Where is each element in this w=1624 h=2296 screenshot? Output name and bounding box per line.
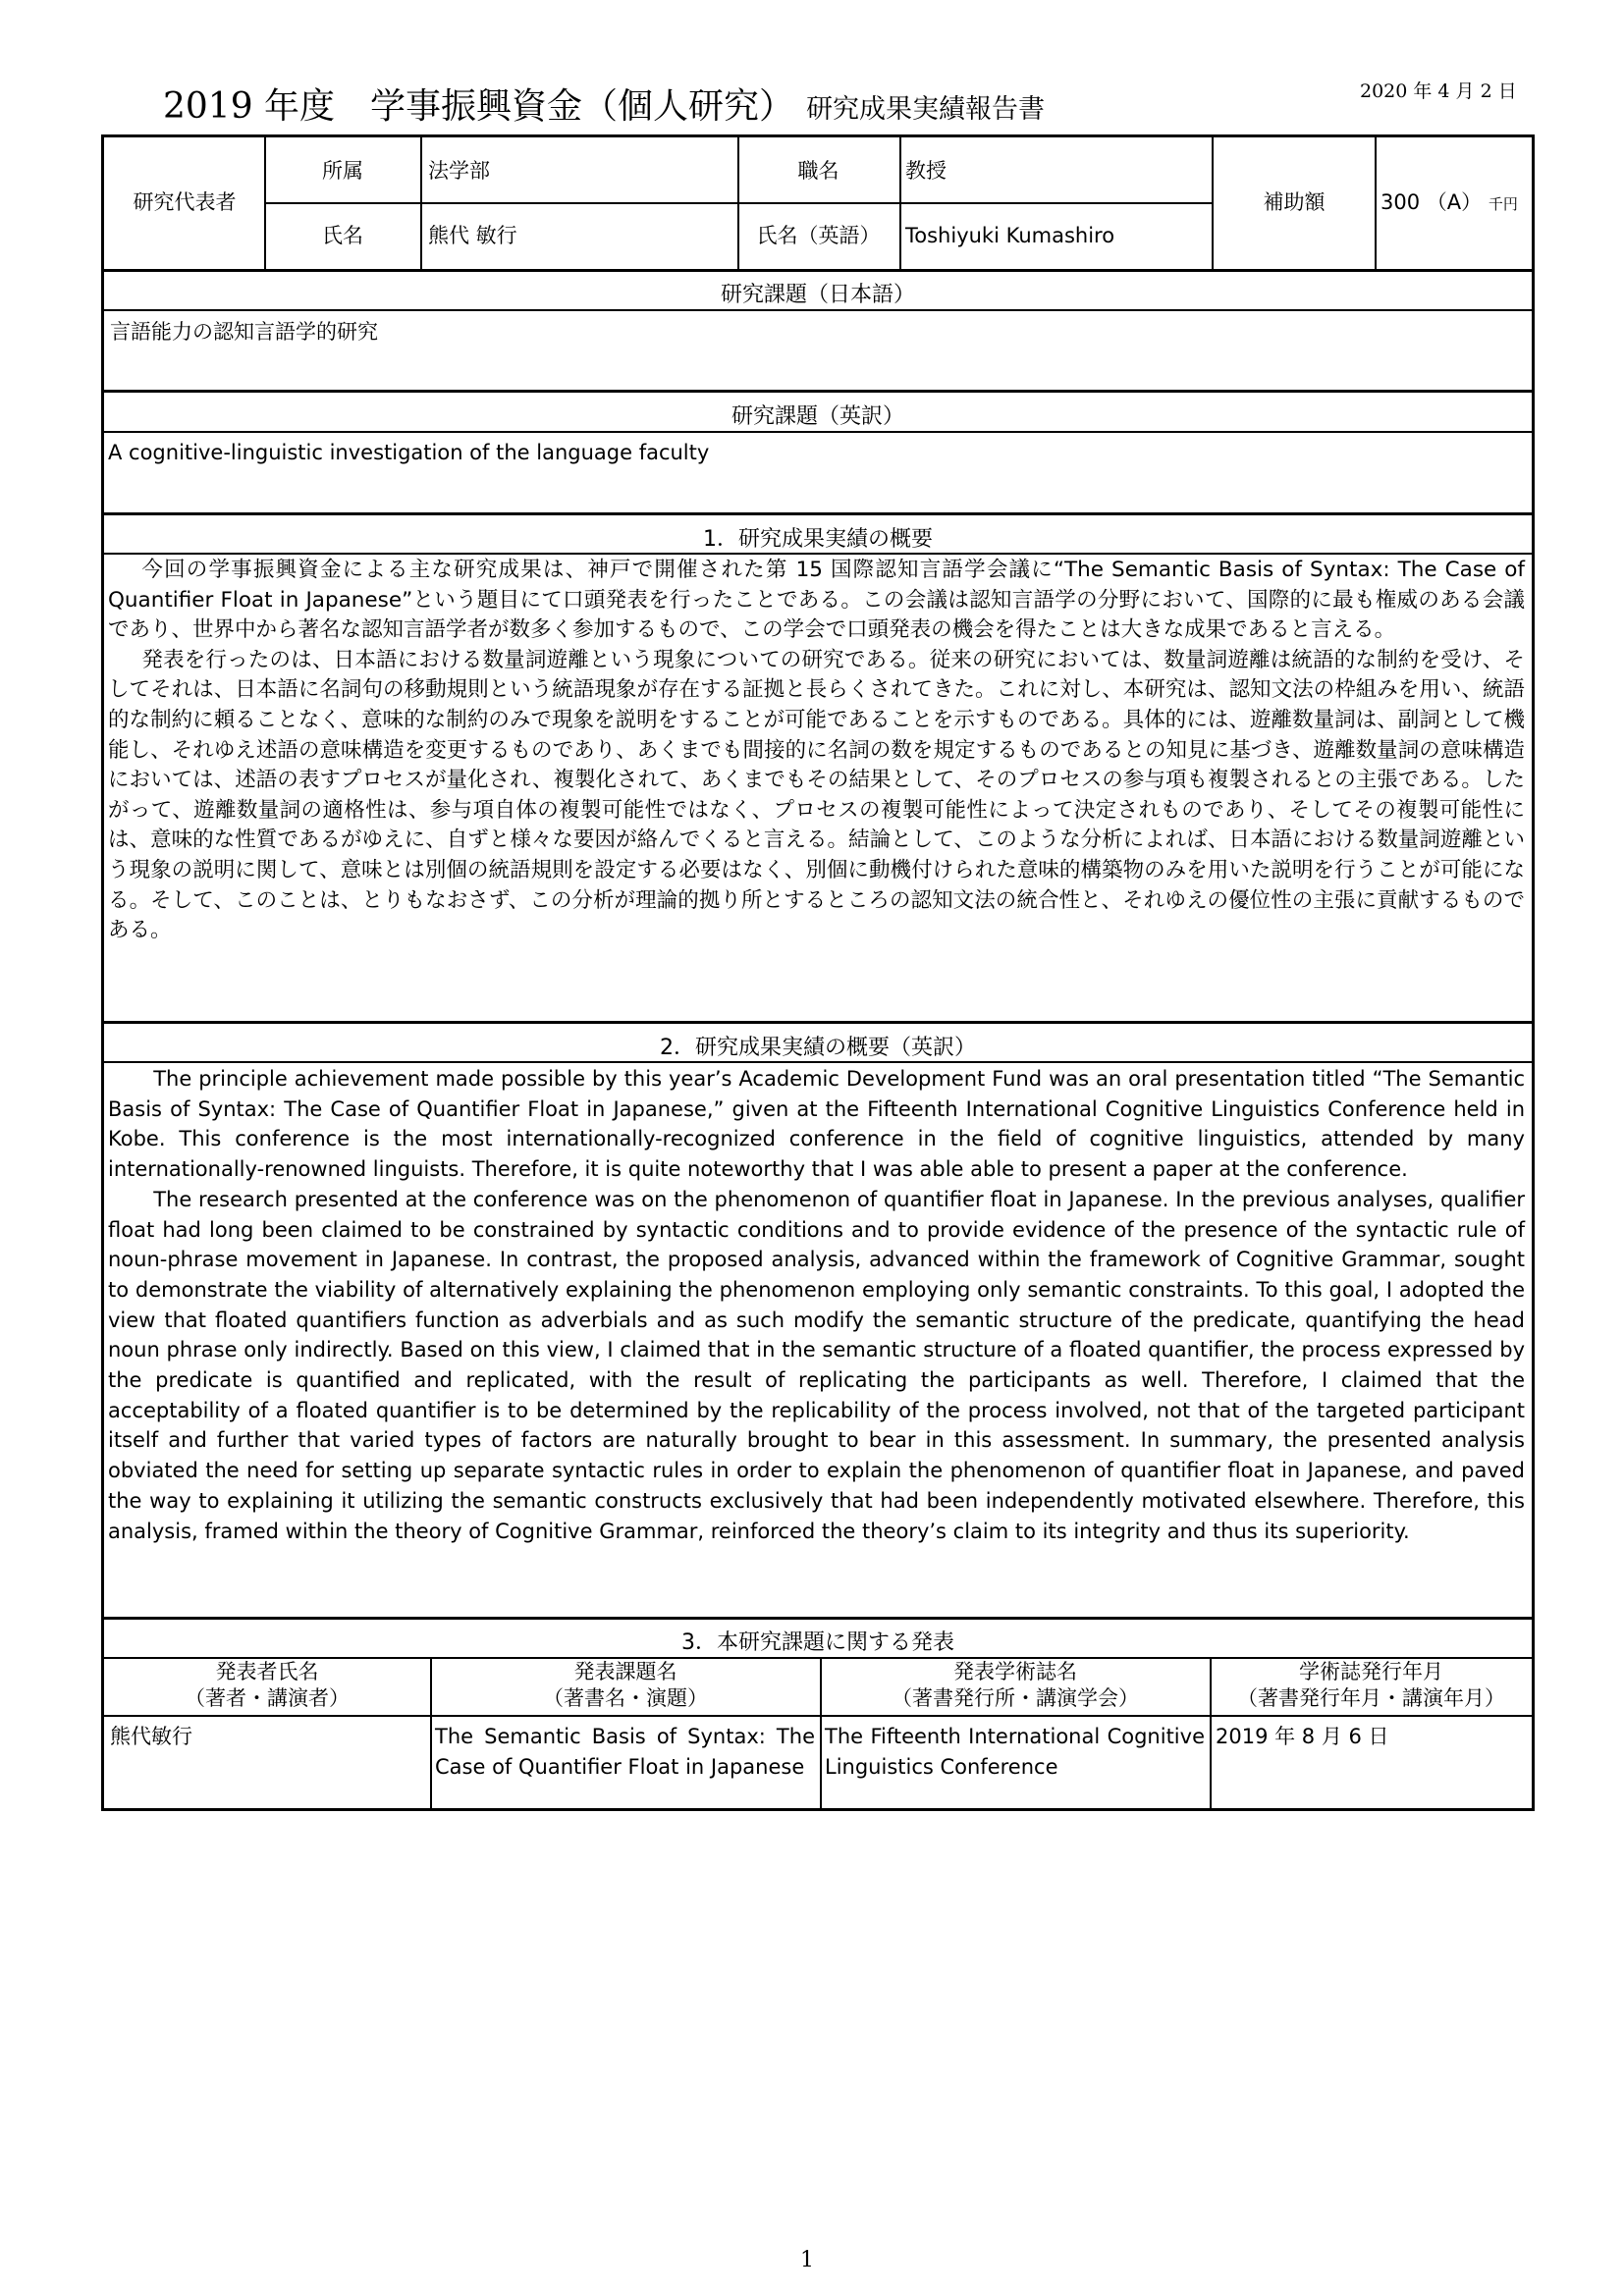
column-header-date <box>1211 1659 1532 1712</box>
grant-amount <box>1380 188 1532 218</box>
column-header-line: （著者・講演者） <box>185 1686 350 1710</box>
document-title-main: 2019 年度 学事振興資金（個人研究） <box>163 86 795 127</box>
divider <box>1375 136 1377 270</box>
column-header-presenter <box>104 1659 430 1712</box>
position-value: 教授 <box>905 159 947 183</box>
column-header-venue <box>821 1659 1210 1712</box>
column-header-line: （著書発行年月・講演年月） <box>1237 1686 1505 1710</box>
summary-ja-heading: 1．研究成果実績の概要 <box>703 527 933 552</box>
affiliation-value: 法学部 <box>428 159 490 183</box>
grant-unit: 千円 <box>1488 195 1518 213</box>
name-en-value: Toshiyuki Kumashiro <box>905 224 1115 247</box>
title-ja-heading: 研究課題（日本語） <box>720 283 915 307</box>
divider <box>104 431 1532 433</box>
divider <box>104 269 1532 272</box>
researcher-role-label: 研究代表者 <box>133 190 237 214</box>
divider <box>430 1657 432 1809</box>
divider <box>1210 1657 1212 1809</box>
column-header-line: 発表課題名 <box>573 1660 677 1683</box>
divider <box>104 1715 1532 1717</box>
presentations-heading: 3．本研究課題に関する発表 <box>681 1630 954 1655</box>
divider <box>104 553 1532 555</box>
page-number: 1 <box>800 2248 814 2272</box>
name-en-label: 氏名（英語） <box>756 224 881 247</box>
title-en-heading: 研究課題（英訳） <box>731 404 904 429</box>
grant-label: 補助額 <box>1263 190 1326 214</box>
summary-ja-body <box>108 556 1525 946</box>
column-header-title <box>431 1659 820 1712</box>
presentation-venue: The Fifteenth International Cognitive Linguistics Conference <box>825 1725 1205 1779</box>
summary-ja-paragraph: 発表を行ったのは、日本語における数量詞遊離という現象についての研究である。従来の研究においては、数量詞遊離は統語的な制約を受け、そしてそれは、日本語に名詞句の移動規則という統語現象が存在する証拠と長らくされてきた。これに対し、本研究は、認知文法の枠組みを用い、統語的な制約に頼ることなく、意味的な制約のみで現象を説明をすることが可能であることを示すものである。具体的には、遊離数量詞は、副詞として機能し、それゆえ述語の意味構造を変更するものであり、あくまでも間接的に名詞の数を規定するものであるとの知見に基づき、遊離数量詞の意味構造においては、述語の表すプロセスが量化され、複製化されて、あくまでもその結果として、そのプロセスの参与項も複製されるとの主張である。したがって、遊離数量詞の適格性は、参与項自体の複製可能性ではなく、プロセスの複製可能性によって決定されものであり、そしてその複製可能性には、意味的な性質であるがゆえに、自ずと様々な要因が絡んでくると言える。結論として、このような分析によれば、日本語における数量詞遊離という現象の説明に関して、意味とは別個の統語規則を設定する必要はなく、別個に動機付けられた意味的構築物のみを用いた説明を行うことが可能になる。そして、このことは、とりもなおさず、この分析が理論的拠り所とするところの認知文法の統合性と、それゆえの優位性の主張に貢献するものである。 <box>108 647 1525 943</box>
affiliation-label: 所属 <box>322 159 363 183</box>
title-en-value: A cognitive-linguistic investigation of the language faculty <box>108 441 710 464</box>
column-header-line: （著書名・演題） <box>543 1686 708 1710</box>
presentation-date: 2019 年 8 月 6 日 <box>1216 1725 1389 1748</box>
report-form-frame <box>101 134 1535 1811</box>
divider <box>104 1061 1532 1063</box>
divider <box>820 1657 822 1809</box>
column-header-line: 発表学術誌名 <box>953 1660 1077 1683</box>
name-label: 氏名 <box>322 224 363 247</box>
column-header-line: （著書発行所・講演学会） <box>892 1686 1139 1710</box>
summary-en-heading: 2．研究成果実績の概要（英訳） <box>660 1036 976 1060</box>
divider <box>104 1617 1532 1620</box>
grant-value: 300 （A） <box>1380 190 1483 214</box>
presenter-name: 熊代敏行 <box>110 1725 192 1748</box>
divider <box>104 512 1532 515</box>
title-ja-value: 言語能力の認知言語学的研究 <box>110 320 378 344</box>
document-title <box>163 79 1045 129</box>
summary-en-paragraph: The research presented at the conference was on the phenomenon of quantifier float in Japanese. In the previous analyses, qualifier float had long been claimed to be constrained by syntactic conditions and to provide evidence of the presence of the syntactic rule of noun-phrase movement in Japanese. In contrast, the proposed analysis, advanced within the framework of Cognitive Grammar, sought to demonstrate the viability of alternatively explaining the phenomenon employing only semantic constraints. To this goal, I adopted the view that floated quantifiers function as adverbials and as such modify the semantic structure of the predicate, quantifying the head noun phrase only indirectly. Based on this view, I claimed that in the semantic structure of a floated quantifier, the process expressed by the predicate is quantified and replicated, with the result of replicating the participants as well. Therefore, I claimed that the acceptability of a floated quantifier is to be determined by the replicability of the process involved, not that of the targeted participant itself and further that varied types of factors are naturally brought to bear in this assessment. In summary, the presented analysis obviated the need for setting up separate syntactic rules in order to explain the phenomenon of quantifier float in Japanese, and paved the way to explaining it utilizing the semantic constructs exclusively that had been independently motivated elsewhere. Therefore, this analysis, framed within the theory of Cognitive Grammar, reinforced the theory’s claim to its integrity and thus its superiority. <box>108 1187 1525 1543</box>
summary-en-body <box>108 1064 1525 1546</box>
document-title-sub: 研究成果実績報告書 <box>806 94 1046 125</box>
divider <box>264 202 1213 204</box>
presentation-title: The Semantic Basis of Syntax: The Case of Quantifier Float in Japanese <box>435 1725 815 1779</box>
report-date: 2020 年 4 月 2 日 <box>1360 80 1517 102</box>
summary-en-paragraph: The principle achievement made possible by this year’s Academic Development Fund was an oral presentation titled “The Semantic Basis of Syntax: The Case of Quantifier Float in Japanese,” given at the Fifteenth International Cognitive Linguistics Conference held in Kobe. This conference is the most internationally-recognized conference in the field of cognitive linguistics, attended by many internationally-renowned linguists. Therefore, it is quite noteworthy that I was able able to present a paper at the conference. <box>108 1067 1525 1182</box>
summary-ja-paragraph: 今回の学事振興資金による主な研究成果は、神戸で開催された第 15 国際認知言語学会議に“The Semantic Basis of Syntax: The Case of Quantifier Float in Japanese”という題目にて口頭発表を行ったことである。この会議は認知言語学の分野において、国際的に最も権威のある会議であり、世界中から著名な認知言語学者が数多く参加するもので、この学会で口頭発表の機会を得たことは大きな成果であると言える。 <box>108 558 1525 643</box>
column-header-line: 学術誌発行年月 <box>1299 1660 1443 1683</box>
column-header-line: 発表者氏名 <box>215 1660 319 1683</box>
name-value: 熊代 敏行 <box>428 224 517 247</box>
position-label: 職名 <box>797 159 839 183</box>
divider <box>104 390 1532 393</box>
divider <box>104 1021 1532 1024</box>
divider <box>104 309 1532 311</box>
